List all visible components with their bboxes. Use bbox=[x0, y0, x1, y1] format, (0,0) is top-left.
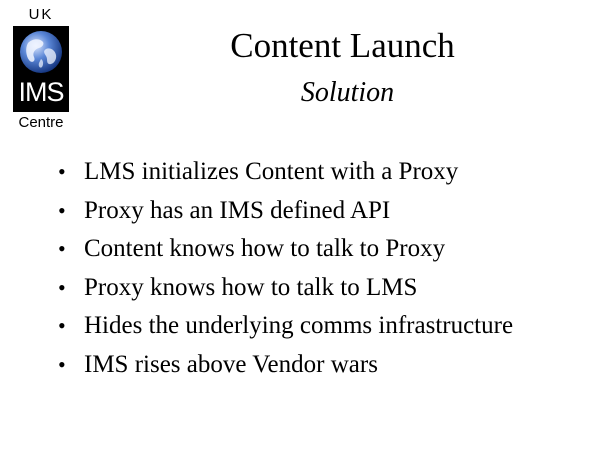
bullet-marker: • bbox=[58, 274, 66, 300]
bullet-marker: • bbox=[58, 236, 66, 261]
bullet-item bbox=[58, 346, 513, 385]
bullet-item bbox=[58, 269, 513, 308]
bullet-item bbox=[58, 307, 513, 346]
bullet-item bbox=[58, 153, 513, 192]
bullet-text: Proxy knows how to talk to LMS bbox=[84, 273, 418, 301]
bullet-text: Proxy has an IMS defined API bbox=[84, 196, 391, 224]
bullet-marker: • bbox=[58, 313, 66, 338]
bullet-item bbox=[58, 230, 513, 269]
logo-ims-text: IMS bbox=[18, 77, 64, 107]
bullet-text: Hides the underlying comms infrastructure bbox=[84, 312, 514, 339]
bullet-text: Content knows how to talk to Proxy bbox=[84, 235, 446, 262]
uk-ims-centre-logo bbox=[8, 4, 74, 132]
bullet-marker: • bbox=[58, 197, 66, 223]
logo-uk-text: UK bbox=[28, 6, 54, 23]
bullet-text: IMS rises above Vendor wars bbox=[84, 350, 378, 378]
slide-subtitle: Solution bbox=[300, 77, 395, 108]
bullet-marker: • bbox=[58, 351, 66, 377]
bullet-marker: • bbox=[58, 159, 66, 184]
bullet-item bbox=[58, 192, 513, 231]
logo-centre-text: Centre bbox=[18, 114, 64, 131]
bullet-text: LMS initializes Content with a Proxy bbox=[84, 158, 459, 185]
slide-title: Content Launch bbox=[230, 26, 455, 65]
bullet-list bbox=[58, 153, 513, 384]
